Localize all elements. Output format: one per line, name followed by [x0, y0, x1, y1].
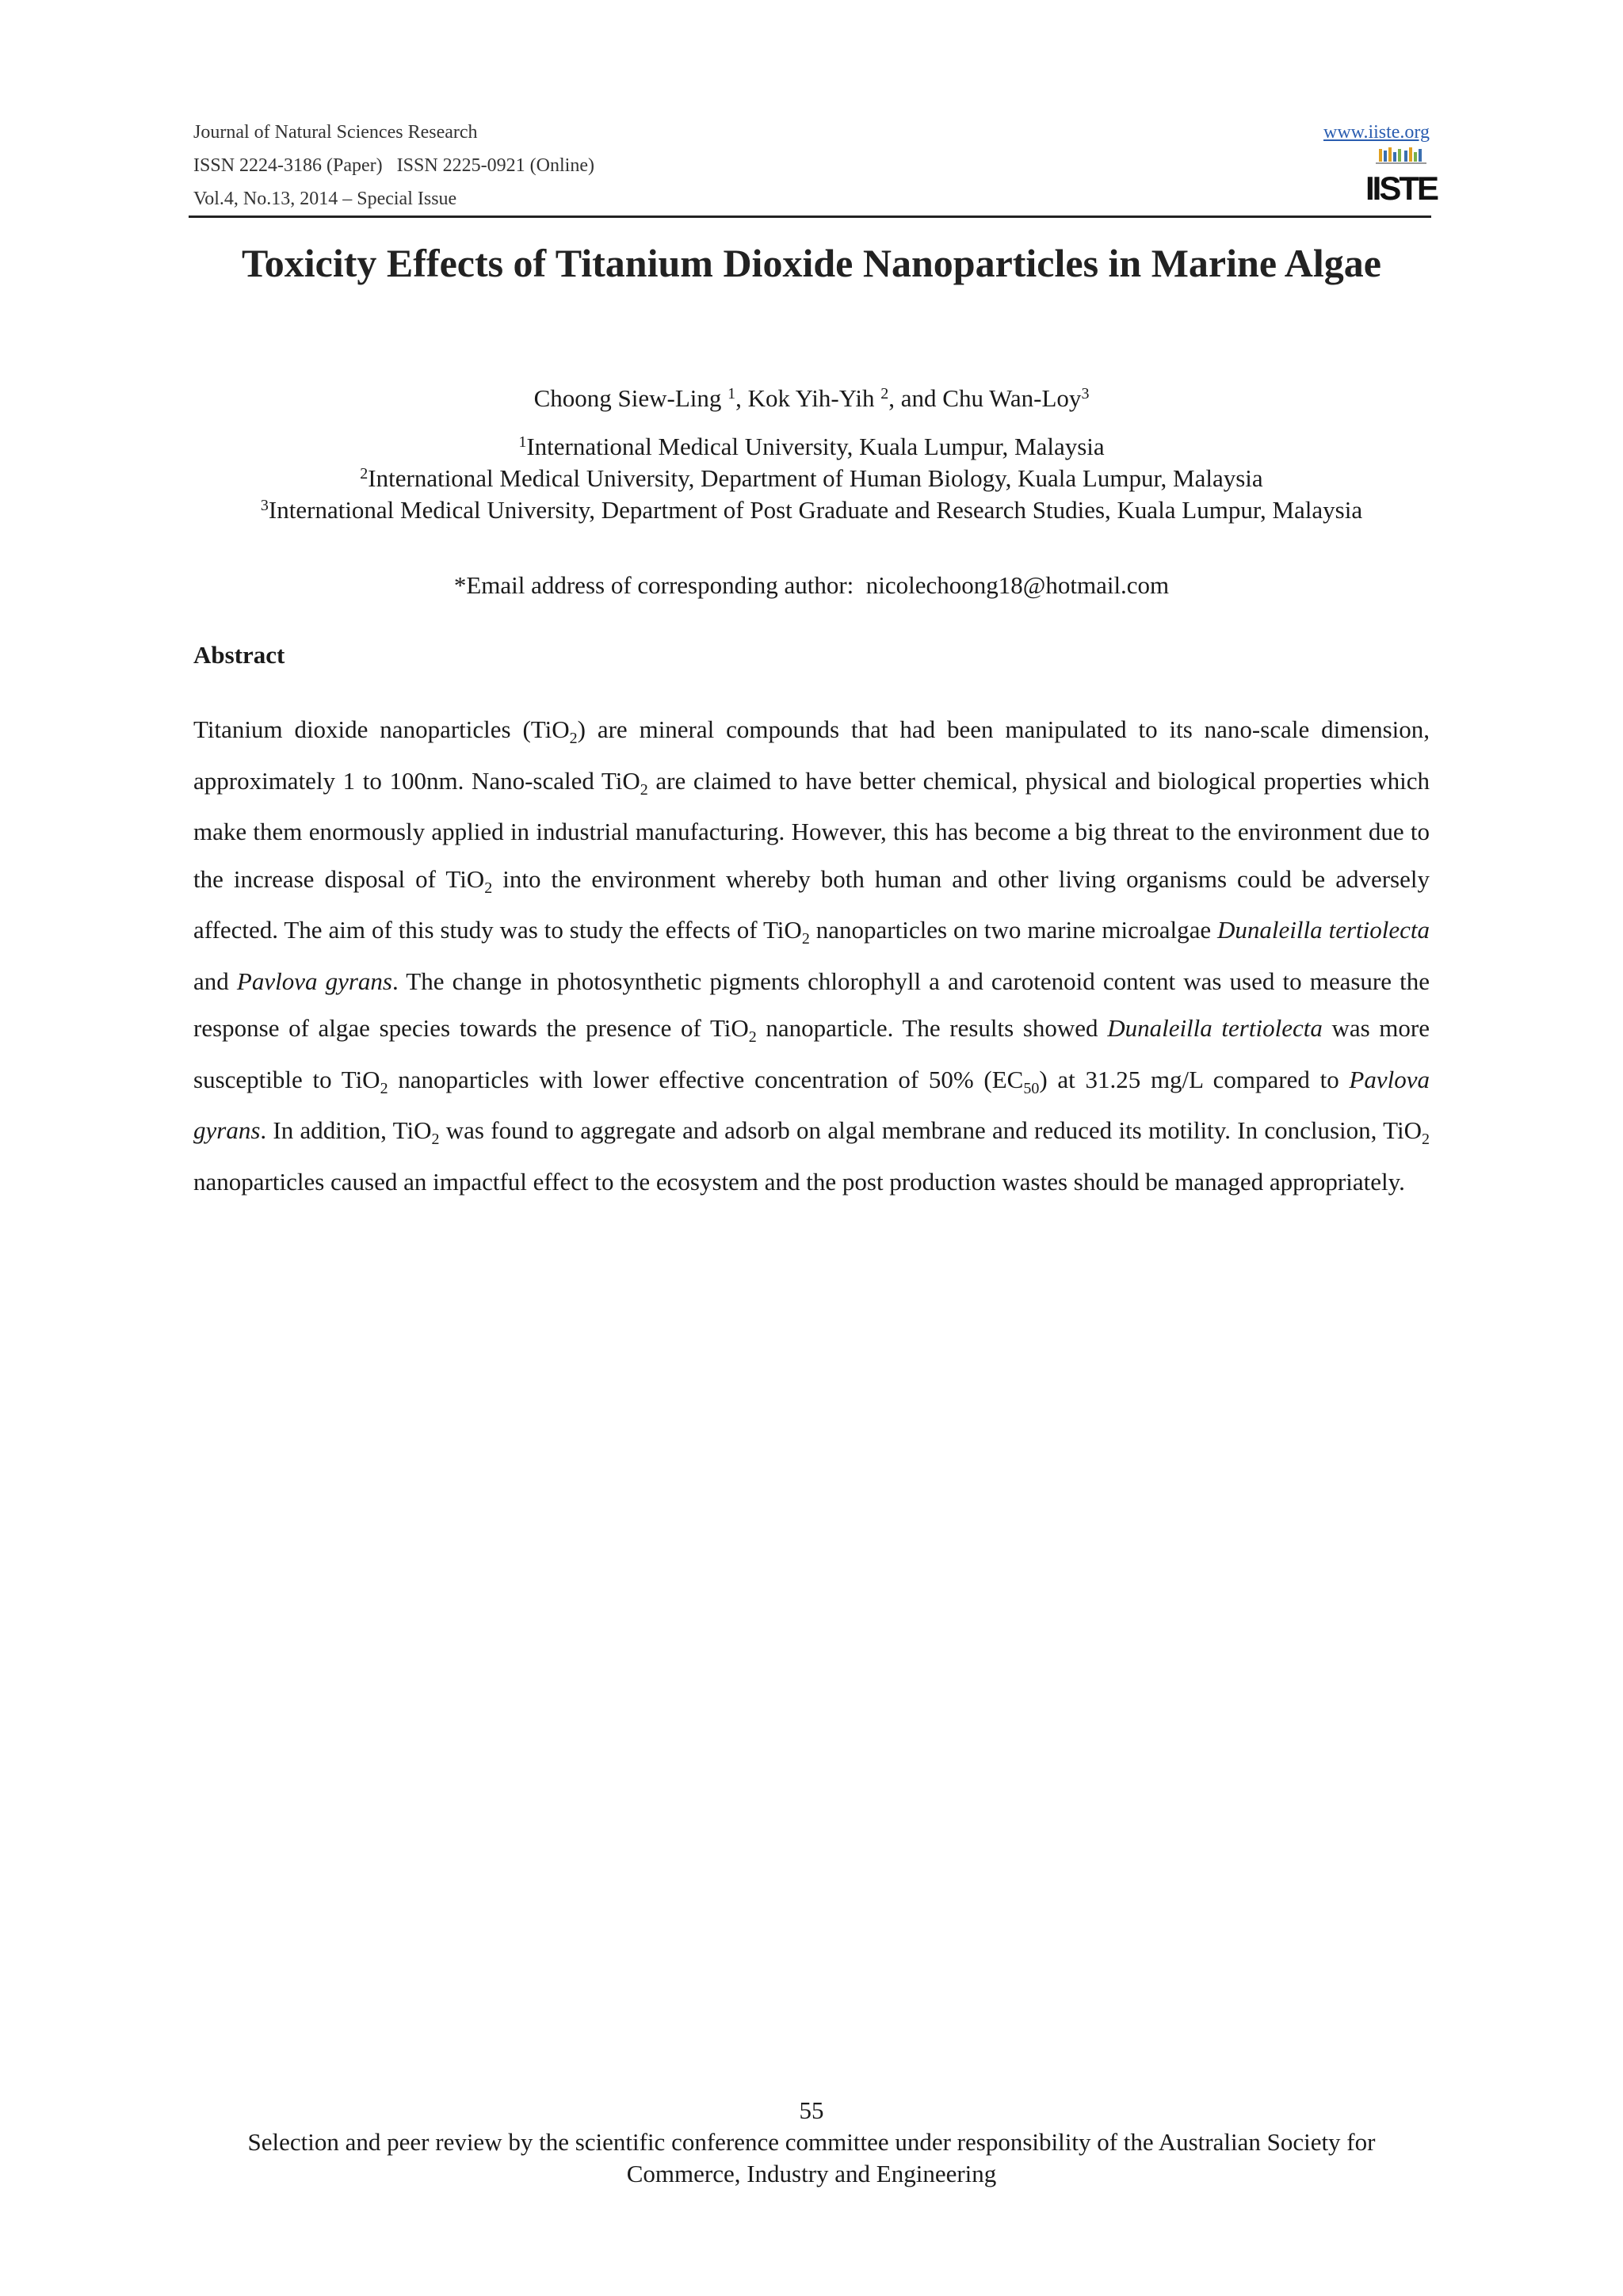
issn-line: ISSN 2224-3186 (Paper) ISSN 2225-0921 (Online): [193, 155, 594, 176]
page-number: 55: [799, 2096, 824, 2124]
abstract-fragment: was more susceptible to TiO: [193, 1014, 1430, 1093]
subscript: 50: [1023, 1079, 1040, 1097]
species-name: Pavlova gyrans: [193, 1065, 1430, 1144]
subscript: 2: [569, 730, 578, 747]
species-name: Dunaleilla tertiolecta: [1107, 1014, 1323, 1042]
volume-line: Vol.4, No.13, 2014 – Special Issue: [193, 189, 457, 209]
logo-lettering: IISTE: [1365, 170, 1438, 207]
subscript: 2: [1422, 1131, 1430, 1148]
author-list: [193, 382, 1430, 415]
abstract-fragment: . In addition, TiO: [260, 1116, 432, 1144]
affiliation-2-mark: 2: [360, 465, 369, 482]
abstract-heading: Abstract: [193, 641, 285, 669]
abstract-fragment: Titanium dioxide nanoparticles (TiO: [193, 715, 570, 743]
abstract-fragment: nanoparticle. The results showed: [756, 1014, 1108, 1042]
author-3-affil-mark: 3: [1081, 385, 1090, 402]
affiliation-2: [193, 463, 1430, 494]
abstract-fragment: was found to aggregate and adsorb on algal membrane and reduced its motility. In conclusion, TiO: [439, 1116, 1422, 1144]
author-3: , and Chu Wan-Loy: [888, 384, 1082, 412]
affiliation-3-text: International Medical University, Department of Post Graduate and Research Studies, Kuala Lumpur, Malaysia: [268, 496, 1363, 524]
author-1: Choong Siew-Ling: [533, 384, 728, 412]
subscript: 2: [748, 1028, 757, 1046]
abstract-fragment: into the environment whereby both human and other living organisms could be adversely affected. The aim of this study was to study the effects of TiO: [193, 864, 1430, 944]
subscript: 2: [801, 930, 810, 948]
author-2: , Kok Yih-Yih: [735, 384, 881, 412]
footer-note: Selection and peer review by the scientific conference committee under responsibility of the Australian Society for Commerce, Industry and Engineering: [247, 2128, 1376, 2187]
abstract-fragment: . The change in photosynthetic pigments chlorophyll a and carotenoid content was used to measure the response of algae species towards the presence of TiO: [193, 967, 1430, 1042]
abstract-fragment: are claimed to have better chemical, physical and biological properties which make them enormously applied in industrial manufacturing. However, this has become a big threat to the environment due to the increase disposal of TiO: [193, 766, 1430, 893]
affiliation-list: [193, 431, 1430, 526]
abstract-fragment: nanoparticles on two marine microalgae: [809, 916, 1218, 944]
subscript: 2: [484, 879, 493, 897]
subscript: 2: [431, 1131, 440, 1148]
abstract-fragment: nanoparticles with lower effective concentration of 50% (EC: [388, 1065, 1024, 1093]
subscript: 2: [640, 780, 648, 799]
affiliation-1-text: International Medical University, Kuala Lumpur, Malaysia: [526, 433, 1105, 460]
affiliation-3: [193, 494, 1430, 526]
affiliation-2-text: International Medical University, Department of Human Biology, Kuala Lumpur, Malaysia: [368, 464, 1263, 492]
corresponding-email: *Email address of corresponding author: nicolechoong18@hotmail.com: [453, 571, 1170, 599]
journal-website-link[interactable]: www.iiste.org: [1323, 122, 1430, 143]
subscript: 2: [380, 1079, 388, 1097]
abstract-fragment: nanoparticles caused an impactful effect to the ecosystem and the post production wastes should be managed appropriately.: [193, 1167, 1405, 1196]
author-2-affil-mark: 2: [880, 385, 889, 402]
paper-title: Toxicity Effects of Titanium Dioxide Nanoparticles in Marine Algae: [242, 241, 1381, 285]
iiste-logo: [1365, 147, 1438, 207]
affiliation-3-mark: 3: [260, 497, 269, 514]
abstract-fragment: ) at 31.25 mg/L compared to: [1039, 1065, 1350, 1093]
affiliation-1-mark: 1: [518, 433, 527, 451]
affiliation-1: [193, 431, 1430, 463]
abstract-fragment: and: [193, 967, 237, 995]
journal-header: [193, 116, 594, 215]
journal-name: Journal of Natural Sciences Research: [193, 122, 478, 143]
abstract-text: [193, 706, 1430, 1205]
species-name: Pavlova gyrans: [236, 967, 392, 995]
species-name: Dunaleilla tertiolecta: [1217, 916, 1430, 944]
header-rule: [189, 215, 1431, 218]
author-1-affil-mark: 1: [727, 385, 736, 402]
abstract-fragment: ) are mineral compounds that had been manipulated to its nano-scale dimension, approximately 1 to 100nm. Nano-scaled TiO: [193, 715, 1430, 795]
